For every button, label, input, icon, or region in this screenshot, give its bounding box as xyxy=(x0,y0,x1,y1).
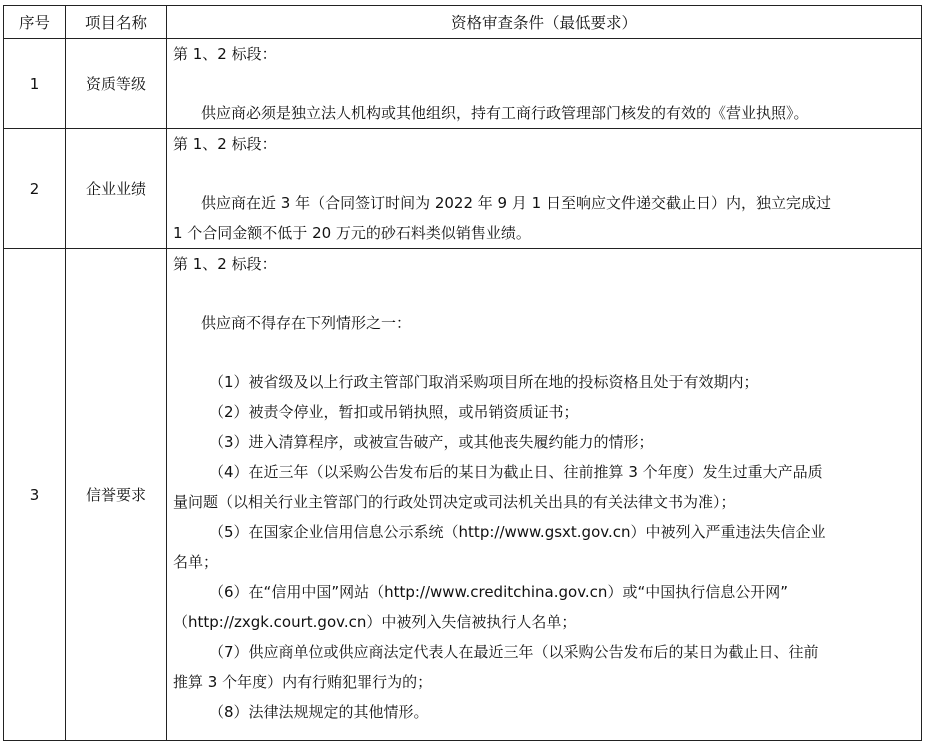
header-project-name: 项目名称 xyxy=(66,6,167,39)
condition-item: （1）被省级及以上行政主管部门取消采购项目所在地的投标资格且处于有效期内； xyxy=(209,373,759,391)
section-label: 第 1、2 标段： xyxy=(173,135,277,153)
table-header-row xyxy=(4,6,922,39)
condition-item: （6）在“信用中国”网站（http://www.creditchina.gov.cn）或“中国执行信息公开网” xyxy=(209,583,788,601)
row-number: 1 xyxy=(4,39,66,129)
condition-item: （5）在国家企业信用信息公示系统（http://www.gsxt.gov.cn）中被列入严重违法失信企业 xyxy=(209,523,826,541)
row-condition xyxy=(167,249,922,741)
header-number: 序号 xyxy=(4,6,66,39)
row-condition xyxy=(167,39,922,129)
table-row xyxy=(4,129,922,249)
condition-item: （4）在近三年（以采购公告发布后的某日为截止日、往前推算 3 个年度）发生过重大产品质 xyxy=(209,463,823,481)
condition-item: （3）进入清算程序，或被宣告破产，或其他丧失履约能力的情形； xyxy=(209,433,654,451)
condition-text: 供应商在近 3 年（合同签订时间为 2022 年 9 月 1 日至响应文件递交截止日）内，独立完成过 xyxy=(201,194,831,212)
row-number: 2 xyxy=(4,129,66,249)
qualification-table xyxy=(3,5,922,741)
header-condition: 资格审查条件（最低要求） xyxy=(167,6,922,39)
condition-text: 供应商必须是独立法人机构或其他组织，持有工商行政管理部门核发的有效的《营业执照》。 xyxy=(201,104,809,122)
condition-item-continued: 名单； xyxy=(173,553,219,571)
condition-item: （7）供应商单位或供应商法定代表人在最近三年（以采购公告发布后的某日为截止日、往前 xyxy=(209,643,819,661)
condition-item-continued: 推算 3 个年度）内有行贿犯罪行为的； xyxy=(173,673,433,691)
row-project-name: 企业业绩 xyxy=(66,129,167,249)
condition-item-continued: 量问题（以相关行业主管部门的行政处罚决定或司法机关出具的有关法律文书为准）； xyxy=(173,493,736,511)
row-project-name: 信誉要求 xyxy=(66,249,167,741)
table-row xyxy=(4,39,922,129)
condition-item: （2）被责令停业，暂扣或吊销执照，或吊销资质证书； xyxy=(209,403,579,421)
row-number: 3 xyxy=(4,249,66,741)
condition-item-continued: （http://zxgk.court.gov.cn）中被列入失信被执行人名单； xyxy=(173,613,577,631)
section-label: 第 1、2 标段： xyxy=(173,45,277,63)
condition-text: 1 个合同金额不低于 20 万元的砂石料类似销售业绩。 xyxy=(173,224,531,242)
row-project-name: 资质等级 xyxy=(66,39,167,129)
section-label: 第 1、2 标段： xyxy=(173,255,277,273)
row-condition xyxy=(167,129,922,249)
condition-intro: 供应商不得存在下列情形之一： xyxy=(201,314,412,332)
condition-item: （8）法律法规规定的其他情形。 xyxy=(209,703,429,721)
table-row xyxy=(4,249,922,741)
